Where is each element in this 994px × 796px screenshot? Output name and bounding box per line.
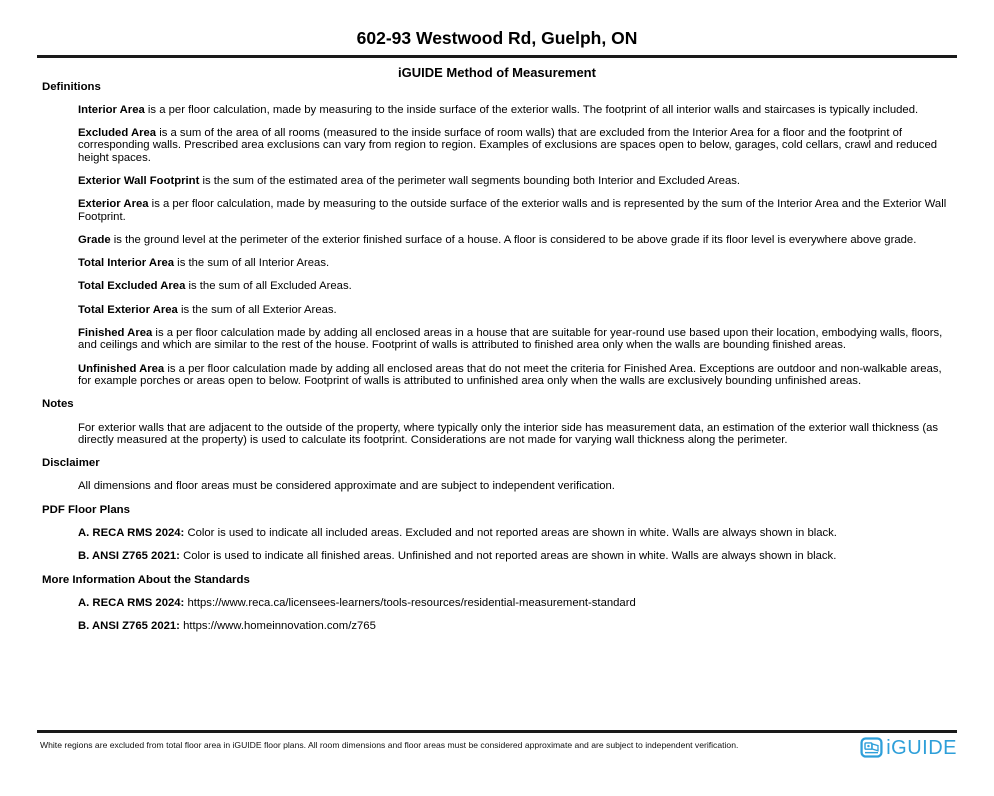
- definition-grade: [78, 234, 955, 246]
- definition-total-exterior-area: [78, 304, 955, 316]
- definition-text: is the sum of all Exterior Areas.: [177, 303, 337, 316]
- header-divider: [37, 55, 957, 58]
- definition-term: Unfinished Area: [78, 362, 165, 375]
- definition-term: Total Exterior Area: [78, 303, 178, 316]
- definition-term: Interior Area: [78, 103, 145, 116]
- definition-text: is a per floor calculation made by adding all enclosed areas that do not meet the criteria for Finished Area. Exceptions are outdoor and non-walkable areas, for example porches or areas open to below. Footprint of walls is attributed to unfinished area only when the walls are exclusively bounding unfinished areas.: [78, 362, 942, 387]
- definition-term: Total Excluded Area: [78, 280, 186, 293]
- iguide-logo: [860, 733, 957, 759]
- document-body: [42, 81, 955, 633]
- disclaimer-paragraph: All dimensions and floor areas must be considered approximate and are subject to independent verification.: [78, 480, 615, 493]
- definition-text: is a per floor calculation, made by measuring to the outside surface of the exterior walls and is represented by the sum of the Interior Area and the Exterior Wall Footprint.: [78, 198, 947, 223]
- pdf-floor-plans-item-reca: [78, 527, 955, 539]
- standard-text: Color is used to indicate all finished areas. Unfinished and not reported areas are shown in white. Walls are always shown in black.: [179, 550, 837, 563]
- more-info-item-reca: [78, 597, 955, 609]
- definition-term: Total Interior Area: [78, 257, 175, 270]
- page-footer: [0, 730, 994, 759]
- more-info-item-ansi: [78, 620, 955, 632]
- footer-disclaimer-text: White regions are excluded from total floor area in iGUIDE floor plans. All room dimensions and floor areas must be considered approximate and are subject to independent verification.: [40, 739, 739, 750]
- definition-total-interior-area: [78, 257, 955, 269]
- definition-interior-area: [78, 104, 955, 116]
- iguide-camera-icon: [860, 737, 883, 758]
- notes-paragraph: For exterior walls that are adjacent to the outside of the property, where typically only the interior side has measurement data, an estimation of the exterior wall thickness (as directly measured at the property) is used to calculate its footprint. Considerations are not made for varying wall thickness along the perimeter.: [78, 421, 939, 446]
- document-page: [0, 28, 994, 796]
- section-heading-pdf-floor-plans: PDF Floor Plans: [42, 503, 130, 516]
- definition-term: Grade: [78, 233, 111, 246]
- section-heading-disclaimer: Disclaimer: [42, 457, 100, 470]
- section-heading-notes: Notes: [42, 398, 74, 411]
- section-heading-definitions: Definitions: [42, 80, 101, 93]
- iguide-logo-text: iGUIDE: [886, 736, 957, 759]
- standard-label: B. ANSI Z765 2021:: [78, 620, 180, 633]
- definition-finished-area: [78, 327, 955, 352]
- definition-term: Finished Area: [78, 327, 153, 340]
- definition-term: Excluded Area: [78, 127, 157, 140]
- definition-text: is the ground level at the perimeter of the exterior finished surface of a house. A floor is considered to be above grade if its floor level is everywhere above grade.: [110, 233, 917, 246]
- definition-text: is the sum of the estimated area of the perimeter wall segments bounding both Interior and Excluded Areas.: [199, 174, 741, 187]
- definition-text: is the sum of all Excluded Areas.: [185, 280, 352, 293]
- definition-text: is a per floor calculation, made by measuring to the inside surface of the exterior walls. The footprint of all interior walls and staircases is typically included.: [144, 103, 919, 116]
- definition-excluded-area: [78, 127, 955, 164]
- standard-label: A. RECA RMS 2024:: [78, 596, 185, 609]
- definition-term: Exterior Wall Footprint: [78, 174, 200, 187]
- definition-text: is the sum of all Interior Areas.: [174, 257, 330, 270]
- definition-text: is a sum of the area of all rooms (measured to the inside surface of room walls) that are excluded from the Interior Area for a floor and the footprint of corresponding walls. Prescribed area exclusions can vary from region to region. Examples of exclusions are spaces open to below, garages, cold cellars, crawl and reduced height spaces.: [78, 127, 938, 164]
- definition-text: is a per floor calculation made by adding all enclosed areas in a house that are suitable for year-round use based upon their location, embodying walls, floors, and ceilings and which are similar to the rest of the house. Footprint of walls is attributed to finished area only when the walls are bounding finished areas.: [78, 327, 943, 352]
- standard-text: Color is used to indicate all included areas. Excluded and not reported areas are shown in white. Walls are always shown in black.: [184, 527, 837, 540]
- definition-unfinished-area: [78, 363, 955, 388]
- definition-term: Exterior Area: [78, 198, 149, 211]
- standard-url-link[interactable]: https://www.homeinnovation.com/z765: [179, 620, 376, 633]
- pdf-floor-plans-item-ansi: [78, 550, 955, 562]
- standard-label: A. RECA RMS 2024:: [78, 527, 185, 540]
- standard-url-link[interactable]: https://www.reca.ca/licensees-learners/tools-resources/residential-measurement-standard: [184, 596, 636, 609]
- definition-exterior-area: [78, 198, 955, 223]
- standard-label: B. ANSI Z765 2021:: [78, 550, 180, 563]
- definition-exterior-wall-footprint: [78, 175, 955, 187]
- page-subtitle: iGUIDE Method of Measurement: [398, 64, 596, 80]
- definition-total-excluded-area: [78, 280, 955, 292]
- page-title: 602-93 Westwood Rd, Guelph, ON: [356, 28, 638, 48]
- section-heading-more-info: More Information About the Standards: [42, 573, 250, 586]
